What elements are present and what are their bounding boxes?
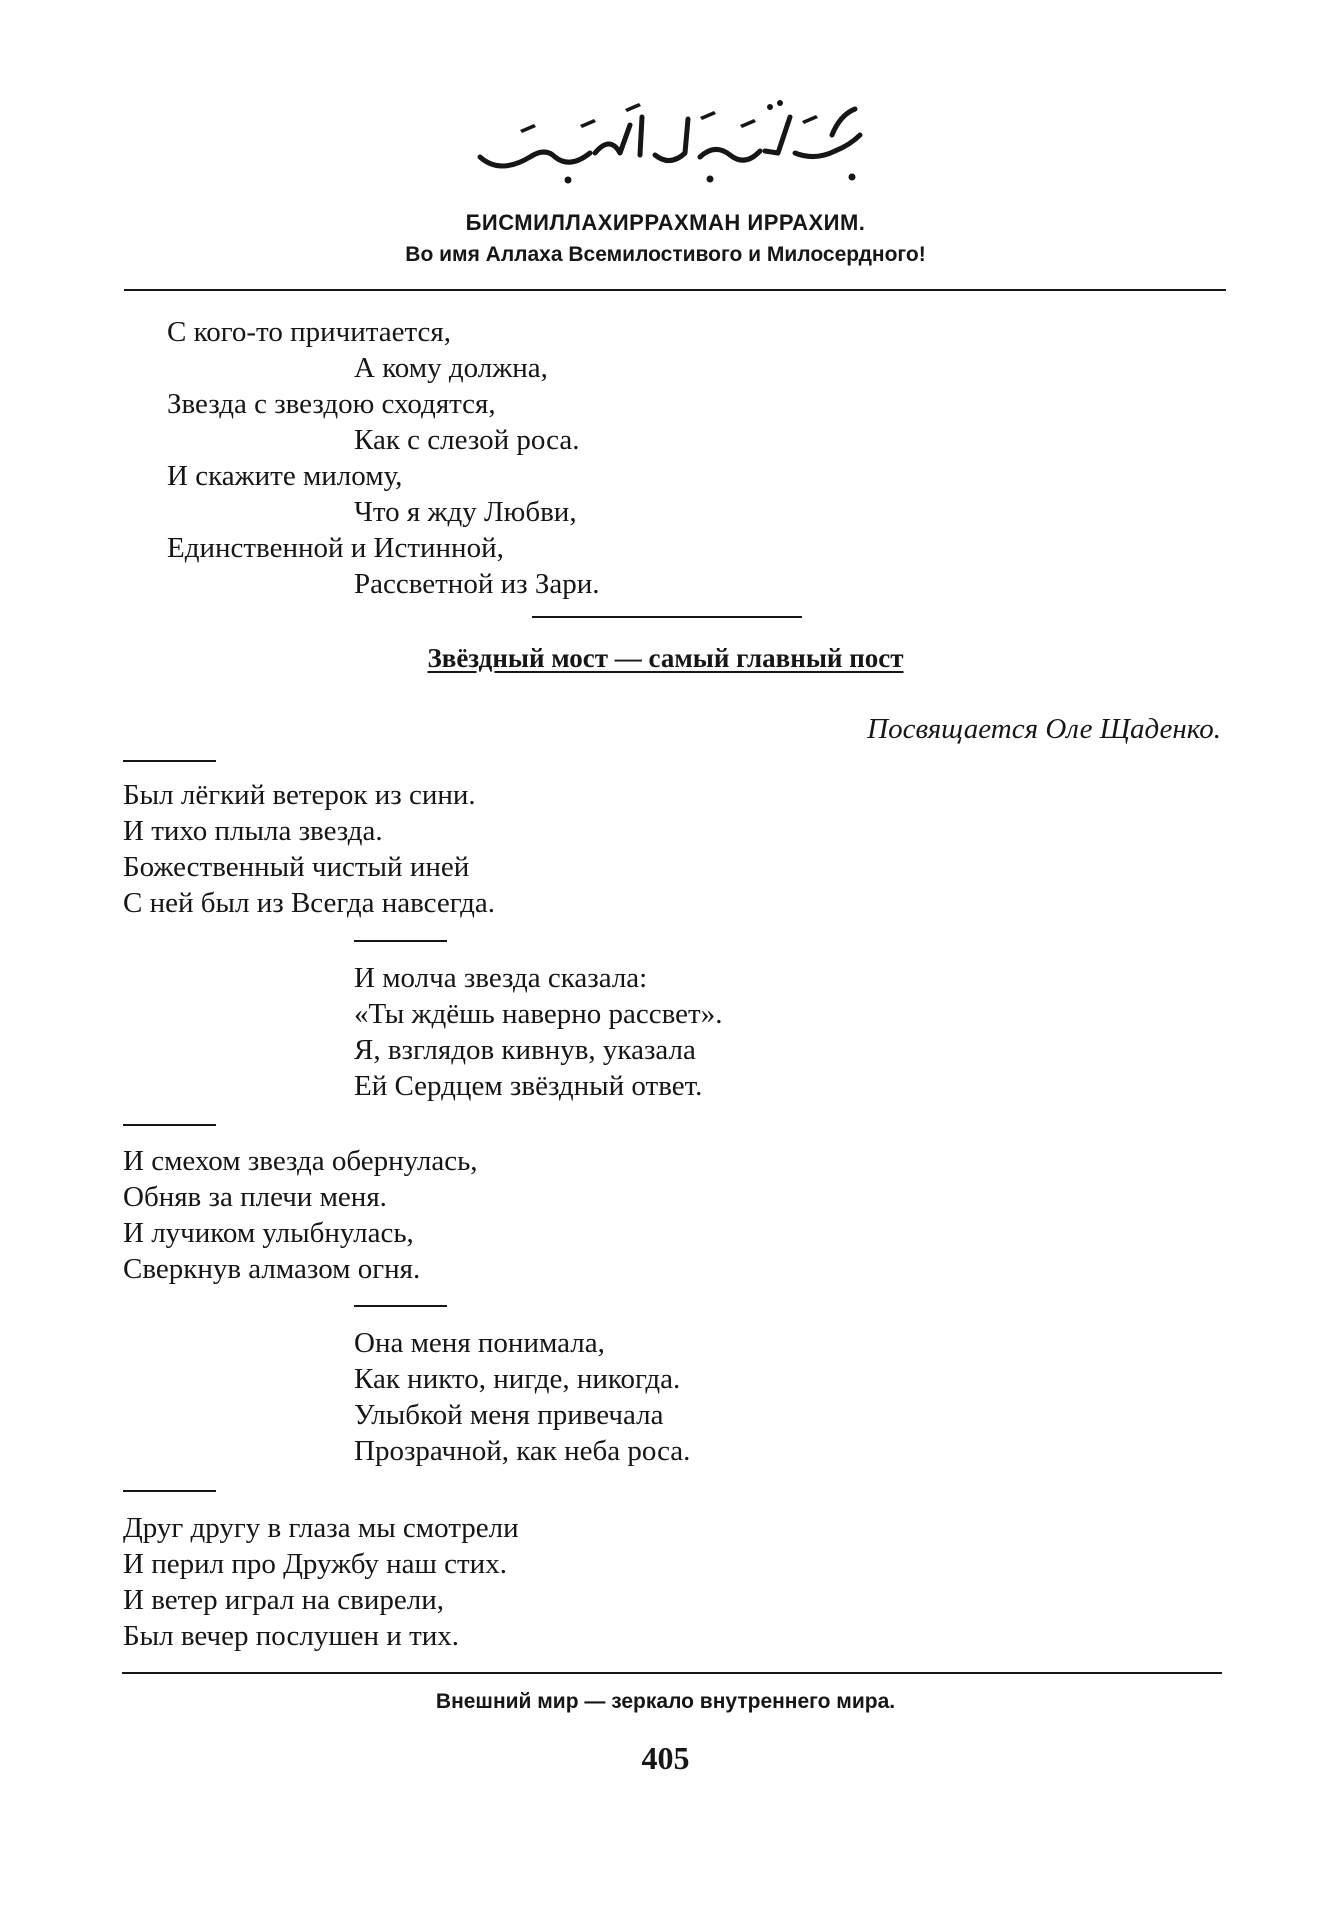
stanza-line: И перил про Дружбу наш стих. (123, 1548, 507, 1580)
header-rule (124, 289, 1226, 291)
poem-dedication: Посвящается Оле Щаденко. (867, 713, 1221, 745)
stanza-line: Я, взглядов кивнув, указала (354, 1034, 696, 1066)
stanza-line: С ней был из Всегда навсегда. (123, 887, 496, 919)
basmala-calligraphy (460, 95, 880, 195)
poem1-line: Как с слезой роса. (354, 424, 580, 456)
stanza-line: И тихо плыла звезда. (123, 815, 383, 847)
footer-rule (122, 1672, 1222, 1674)
poem1-line: Что я жду Любви, (354, 496, 577, 528)
stanza-line: И лучиком улыбнулась, (123, 1217, 414, 1249)
footer-motto: Внешний мир — зеркало внутреннего мира. (435, 1690, 896, 1713)
poem1-line: И скажите милому, (167, 460, 403, 492)
stanza-line: Как никто, нигде, никогда. (354, 1363, 681, 1395)
poem-title: Звёздный мост — самый главный пост (427, 643, 904, 673)
stanza-separator (123, 1490, 216, 1492)
poem1-line: Рассветной из Зари. (354, 568, 600, 600)
stanza-separator (354, 940, 447, 942)
poem1-line: Единственной и Истинной, (167, 532, 504, 564)
poem1-line: А кому должна, (354, 352, 548, 384)
stanza-line: Божественный чистый иней (123, 851, 470, 883)
stanza-line: И ветер играл на свирели, (123, 1584, 444, 1616)
poem1-line: Звезда с звездою сходятся, (167, 388, 496, 420)
stanza-line: Был лёгкий ветерок из сини. (123, 779, 476, 811)
stanza-line: Сверкнув алмазом огня. (123, 1253, 421, 1285)
page-number: 405 (641, 1740, 690, 1776)
poem1-line: С кого-то причитается, (167, 316, 451, 348)
stanza-line: Друг другу в глаза мы смотрели (123, 1512, 519, 1544)
stanza-line: И смехом звезда обернулась, (123, 1145, 478, 1177)
stanza-line: Ей Сердцем звёздный ответ. (354, 1070, 703, 1102)
basmala-translation: Во имя Аллаха Всемилостивого и Милосердного! (405, 243, 926, 266)
stanza-separator (354, 1305, 447, 1307)
stanza-line: Был вечер послушен и тих. (123, 1620, 460, 1652)
stanza-line: Обняв за плечи меня. (123, 1181, 387, 1213)
stanza-line: «Ты ждёшь наверно рассвет». (354, 998, 723, 1030)
stanza-line: Улыбкой меня привечала (354, 1399, 664, 1431)
stanza-separator (123, 760, 216, 762)
basmala-transliteration: БИСМИЛЛАХИРРАХМАН ИРРАХИМ. (465, 210, 866, 235)
stanza-separator (123, 1124, 216, 1126)
stanza-line: И молча звезда сказала: (354, 962, 648, 994)
stanza-line: Она меня понимала, (354, 1327, 605, 1359)
section-divider (532, 616, 802, 618)
stanza-line: Прозрачной, как неба роса. (354, 1435, 691, 1467)
